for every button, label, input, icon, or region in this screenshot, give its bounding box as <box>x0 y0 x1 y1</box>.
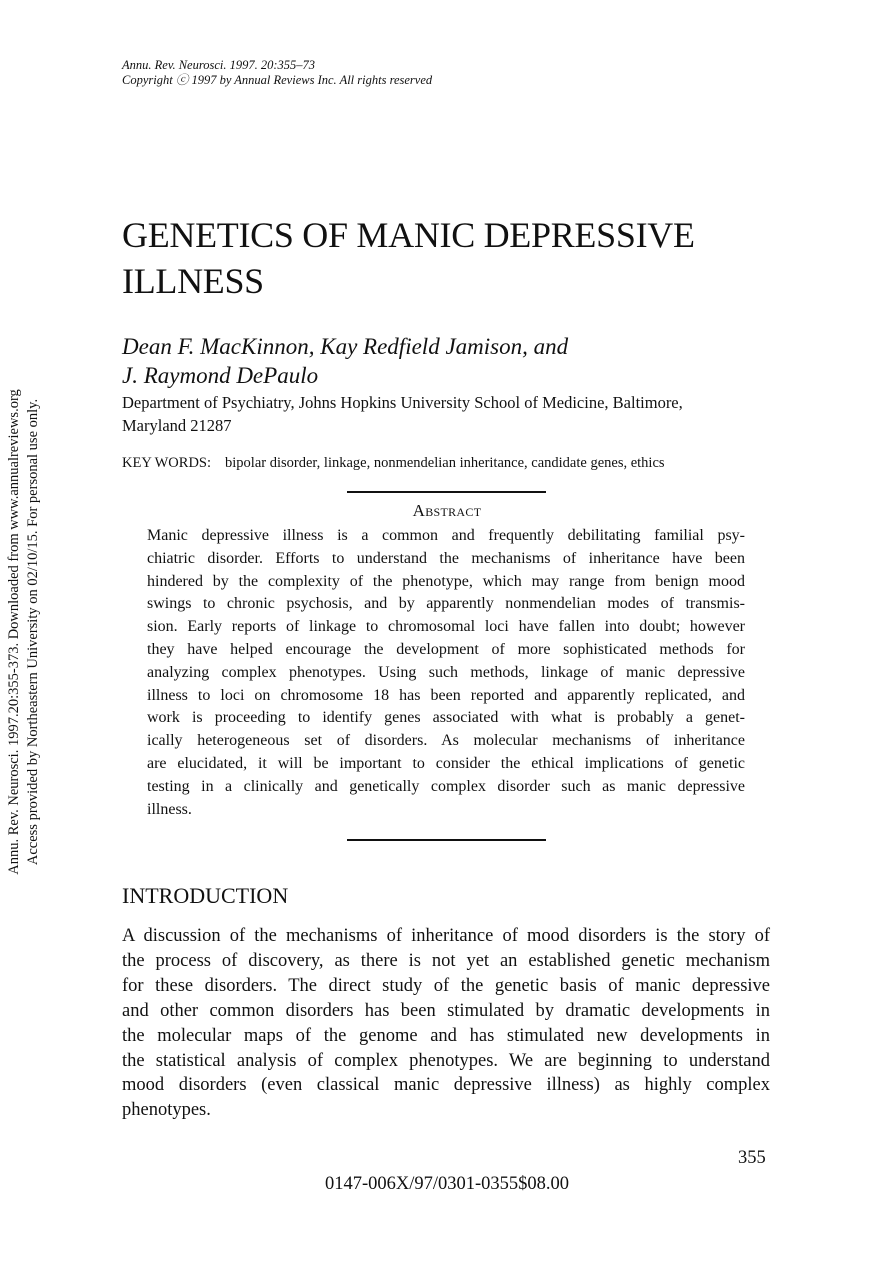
intro-line: A discussion of the mechanisms of inheritance of mood disorders is the story of <box>122 926 770 946</box>
abstract-body <box>147 525 745 821</box>
abstract-line: illness. <box>147 800 192 818</box>
abstract-line: are elucidated, it will be important to consider the ethical implications of genetic <box>147 754 745 772</box>
sidebar-download-line: Annu. Rev. Neurosci. 1997.20:355-373. Downloaded from www.annualreviews.org <box>6 389 22 875</box>
abstract-line: Manic depressive illness is a common and frequently debilitating familial psy- <box>147 527 745 544</box>
page-number: 355 <box>738 1148 766 1168</box>
intro-line: for these disorders. The direct study of the genetic basis of manic depressive <box>122 975 770 996</box>
intro-line: the molecular maps of the genome and has stimulated new developments in <box>122 1025 770 1046</box>
author-list <box>122 332 568 390</box>
introduction-paragraph <box>122 924 770 1123</box>
abstract-line: hindered by the complexity of the phenotype, which may range from benign mood <box>147 572 745 590</box>
affiliation <box>122 391 782 437</box>
intro-line: mood disorders (even classical manic depressive illness) as highly complex <box>122 1075 770 1096</box>
keywords <box>122 453 665 473</box>
sidebar-access-line: Access provided by Northeastern University on 02/10/15. For personal use only. <box>25 398 41 866</box>
authors-line: Dean F. MacKinnon, Kay Redfield Jamison, and <box>122 334 569 359</box>
abstract-line: illness to loci on chromosome 18 has been reported and apparently replicated, and <box>147 686 745 704</box>
journal-citation: Annu. Rev. Neurosci. 1997. 20:355–73 <box>122 58 316 72</box>
keywords-value: bipolar disorder, linkage, nonmendelian inheritance, candidate genes, ethics <box>225 455 665 471</box>
abstract-line: they have helped encourage the development of more sophisticated methods for <box>147 640 745 658</box>
affiliation-line: Department of Psychiatry, Johns Hopkins University School of Medicine, Baltimore, <box>122 393 683 412</box>
authors-line: J. Raymond DePaulo <box>122 363 319 388</box>
affiliation-line: Maryland 21287 <box>122 416 232 435</box>
abstract-line: swings to chronic psychosis, and by apparently nonmendelian modes of transmis- <box>147 595 745 613</box>
footer-code: 0147-006X/97/0301-0355$08.00 <box>324 1174 570 1194</box>
abstract-top-rule <box>347 491 546 493</box>
title-line: GENETICS OF MANIC DEPRESSIVE <box>122 215 695 255</box>
abstract-line: chiatric disorder. Efforts to understand the mechanisms of inheritance have been <box>147 549 745 567</box>
intro-line: the process of discovery, as there is not yet an established genetic mechanism <box>122 950 770 971</box>
copyright-notice: Copyright ⓒ 1997 by Annual Reviews Inc. All rights reserved <box>122 73 433 87</box>
abstract-heading: Abstract <box>412 501 482 520</box>
section-heading-introduction: INTRODUCTION <box>122 883 289 908</box>
intro-line: phenotypes. <box>122 1100 211 1121</box>
intro-line: the statistical analysis of complex phenotypes. We are beginning to understand <box>122 1050 770 1071</box>
abstract-line: sion. Early reports of linkage to chromosomal loci have fallen into doubt; however <box>147 618 745 636</box>
keywords-label: KEY WORDS: <box>122 455 212 471</box>
abstract-line: analyzing complex phenotypes. Using such methods, linkage of manic depressive <box>147 663 745 681</box>
journal-header <box>122 58 432 88</box>
abstract-line: work is proceeding to identify genes associated with what is probably a genet- <box>147 709 745 727</box>
article-title <box>122 212 822 304</box>
title-line: ILLNESS <box>122 261 264 301</box>
intro-line: and other common disorders has been stimulated by dramatic developments in <box>122 1000 770 1021</box>
abstract-bottom-rule <box>347 839 546 841</box>
abstract-line: ically heterogeneous set of disorders. As molecular mechanisms of inheritance <box>147 732 745 750</box>
abstract-line: testing in a clinically and genetically complex disorder such as manic depressive <box>147 777 745 795</box>
download-sidebar <box>5 352 43 912</box>
